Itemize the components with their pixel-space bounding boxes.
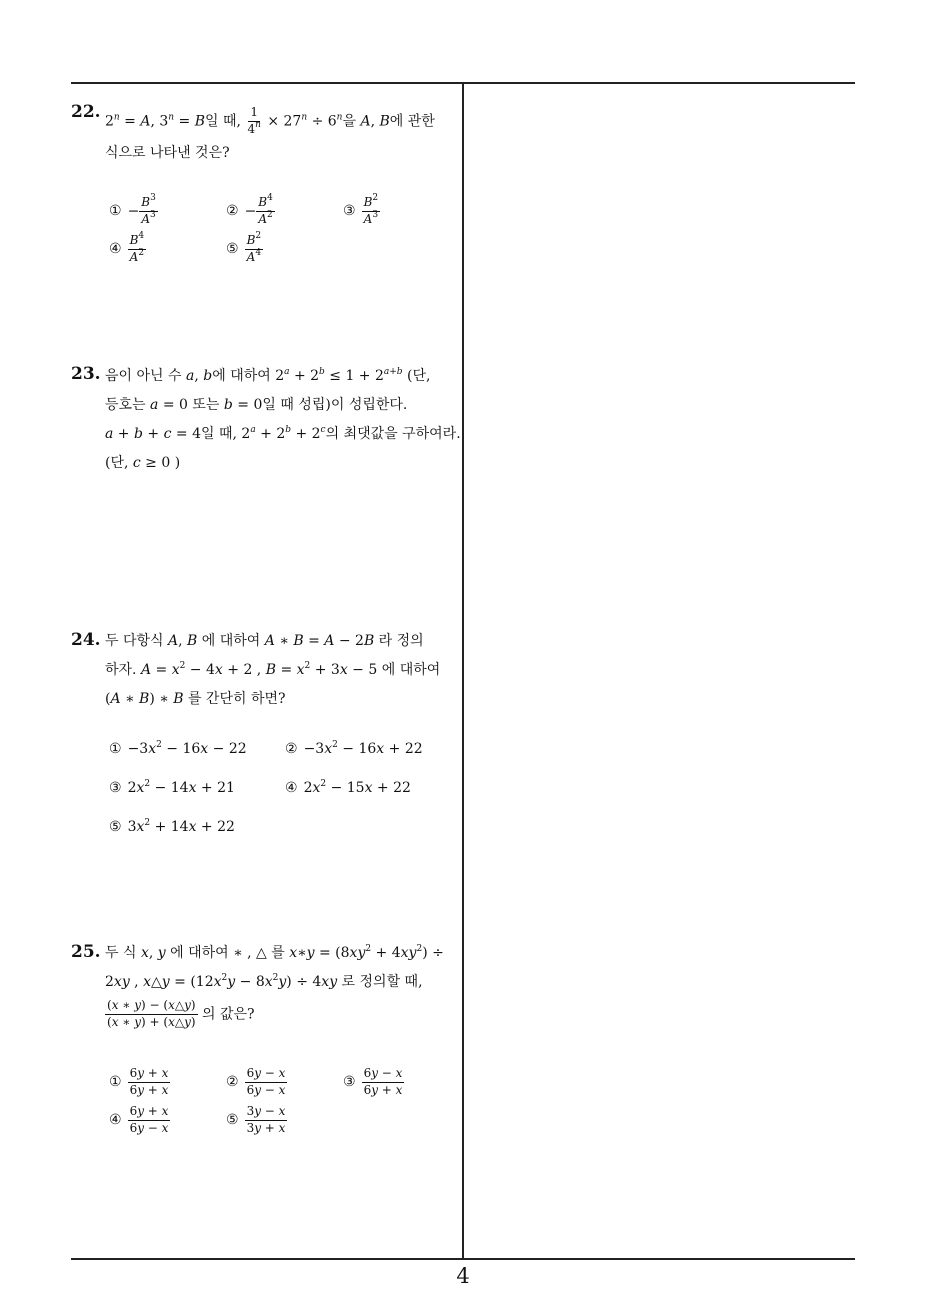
choice-1[interactable]: ① $\frac{6y + x}{6y + x}$ xyxy=(109,1066,169,1097)
problem-stem xyxy=(105,627,457,714)
stem-line-4: (단, c ≥ 0 ) xyxy=(105,455,181,471)
choice-2[interactable]: ② $\frac{6y - x}{6y - x}$ xyxy=(226,1066,286,1097)
choice-2[interactable]: ② $-3x^2 - 16x + 22$ xyxy=(285,740,423,757)
stem-line-2: 식으로 나타낸 것은? xyxy=(105,144,230,161)
stem-line-2: 하자. $A = x^2 - 4x + 2$ , $B = x^2 + 3x - 5$ 에 대하여 xyxy=(105,661,441,678)
fraction: $\frac{B^3}{A^3}$ xyxy=(141,193,156,226)
stem-line-1: 두 다항식 A, B 에 대하여 A ∗ B = A − 2B 라 정의 xyxy=(105,633,424,649)
stem-line-1: 두 식 x, y 에 대하여 ∗ , △ 를 x∗y = $(8xy^2 + 4xy^2)$ ÷ xyxy=(105,944,444,961)
stem-line-3: a + b + c = 4일 때, $2^a + 2^b + 2^c$의 최댓값을 구하여라. xyxy=(105,425,461,442)
column-divider xyxy=(462,82,464,1259)
choice-5[interactable]: ⑤ $3x^2 + 14x + 22$ xyxy=(109,818,235,835)
fraction: $\frac{3y - x}{3y + x}$ xyxy=(246,1104,286,1135)
problem-number: 23. xyxy=(71,364,101,384)
fraction: $\frac{6y + x}{6y - x}$ xyxy=(129,1104,169,1135)
choice-1[interactable]: ① − $\frac{B^3}{A^3}$ xyxy=(109,193,156,226)
choice-3[interactable]: ③ $\frac{B^2}{A^3}$ xyxy=(343,193,379,226)
choice-3[interactable]: ③ $2x^2 - 14x + 21$ xyxy=(109,779,235,796)
fraction: $\frac{6y - x}{6y + x}$ xyxy=(363,1066,403,1097)
page-number: 4 xyxy=(456,1264,470,1288)
choice-4[interactable]: ④ $\frac{6y + x}{6y - x}$ xyxy=(109,1104,169,1135)
fraction: $\frac{B^4}{A^2}$ xyxy=(258,193,273,226)
problem-stem xyxy=(105,939,457,1030)
bottom-rule xyxy=(71,1258,855,1260)
fraction: $\frac{6y - x}{6y - x}$ xyxy=(246,1066,286,1097)
problem-stem xyxy=(105,106,457,168)
problem-stem xyxy=(105,362,461,478)
stem-line-2: 2xy , x△y = $(12x^2y - 8x^2y) \div 4xy$ 로 정의할 때, xyxy=(105,973,423,990)
stem-line-1: $2^n = A$, $3^n = B$일 때, $\frac{1}{4^n}$ × $27^n \div 6^n$을 A, B에 관한 xyxy=(105,105,435,136)
stem-line-3: (A ∗ B) ∗ B 를 간단히 하면? xyxy=(105,691,286,707)
fraction: $\frac{B^2}{A^4}$ xyxy=(246,231,262,264)
stem-line-3: $\frac{(x ∗ y) - (x\triangle y)}{(x ∗ y) + (x\triangle y)}$ 의 값은? xyxy=(107,998,255,1029)
choice-1[interactable]: ① $-3x^2 - 16x - 22$ xyxy=(109,740,247,757)
choice-3[interactable]: ③ $\frac{6y - x}{6y + x}$ xyxy=(343,1066,403,1097)
problem-number: 22. xyxy=(71,102,101,122)
choice-5[interactable]: ⑤ $\frac{3y - x}{3y + x}$ xyxy=(226,1104,286,1135)
fraction: $\frac{6y + x}{6y + x}$ xyxy=(129,1066,169,1097)
fraction: $\frac{B^2}{A^3}$ xyxy=(363,193,379,226)
stem-line-2: 등호는 a = 0 또는 b = 0일 때 성립)이 성립한다. xyxy=(105,397,408,413)
problem-number: 24. xyxy=(71,630,101,650)
choice-4[interactable]: ④ $2x^2 - 15x + 22$ xyxy=(285,779,411,796)
stem-line-1: 음이 아닌 수 a, b에 대하여 $2^a + 2^b \le 1 + 2^{a+b}$ (단, xyxy=(105,367,431,384)
problem-number: 25. xyxy=(71,942,101,962)
fraction: $\frac{B^4}{A^2}$ xyxy=(129,231,145,264)
choice-5[interactable]: ⑤ $\frac{B^2}{A^4}$ xyxy=(226,231,262,264)
fraction: $\frac{1}{4^n}$ xyxy=(247,105,261,136)
fraction: $\frac{(x ∗ y) - (x\triangle y)}{(x ∗ y) + (x\triangle y)}$ xyxy=(107,998,196,1029)
choice-4[interactable]: ④ $\frac{B^4}{A^2}$ xyxy=(109,231,145,264)
choice-2[interactable]: ② − $\frac{B^4}{A^2}$ xyxy=(226,193,273,226)
